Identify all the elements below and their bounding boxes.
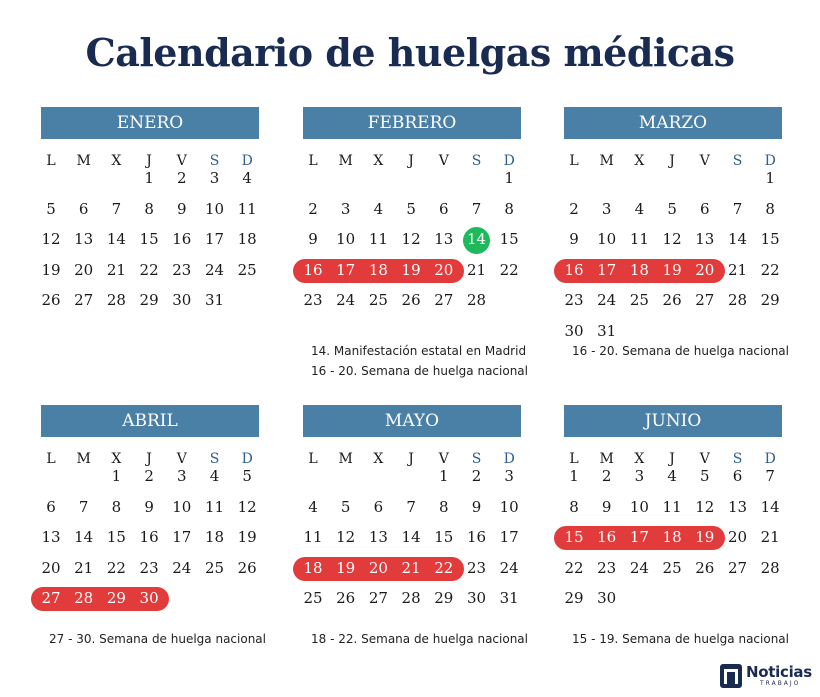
day-23: 23 bbox=[139, 558, 159, 577]
day-3: 3 bbox=[209, 169, 220, 187]
day-25: 25 bbox=[303, 589, 323, 607]
day-2: 2 bbox=[144, 467, 154, 485]
day-24: 24 bbox=[336, 291, 356, 309]
weekday-label: M bbox=[338, 451, 353, 467]
month-marzo bbox=[564, 107, 789, 358]
weekday-label: D bbox=[503, 451, 515, 467]
day-20: 20 bbox=[695, 260, 715, 279]
day-9: 9 bbox=[308, 230, 318, 248]
day-26: 26 bbox=[695, 558, 715, 577]
day-14: 14 bbox=[74, 528, 94, 546]
day-22: 22 bbox=[499, 260, 519, 279]
day-24: 24 bbox=[629, 558, 649, 577]
weekday-label: X bbox=[111, 451, 122, 467]
day-14: 14 bbox=[727, 230, 748, 248]
day-23: 23 bbox=[172, 260, 192, 279]
day-24: 24 bbox=[499, 558, 519, 577]
day-15: 15 bbox=[564, 528, 584, 546]
day-28: 28 bbox=[401, 589, 421, 607]
day-3: 3 bbox=[340, 199, 351, 218]
day-22: 22 bbox=[564, 558, 584, 577]
day-18: 18 bbox=[662, 528, 682, 546]
day-16: 16 bbox=[466, 528, 487, 546]
day-12: 12 bbox=[336, 528, 356, 546]
day-30: 30 bbox=[597, 589, 617, 607]
day-7: 7 bbox=[111, 199, 122, 218]
day-8: 8 bbox=[569, 497, 579, 516]
day-13: 13 bbox=[74, 230, 94, 248]
day-21: 21 bbox=[466, 260, 487, 279]
day-23: 23 bbox=[303, 291, 323, 309]
month-notes bbox=[572, 341, 789, 361]
day-8: 8 bbox=[439, 497, 449, 516]
day-26: 26 bbox=[336, 589, 356, 607]
day-18: 18 bbox=[368, 260, 388, 279]
day-5: 5 bbox=[242, 467, 252, 485]
day-4: 4 bbox=[209, 467, 220, 485]
day-13: 13 bbox=[695, 230, 715, 248]
day-11: 11 bbox=[237, 199, 257, 218]
day-18: 18 bbox=[237, 230, 257, 248]
day-12: 12 bbox=[237, 497, 257, 516]
day-7: 7 bbox=[78, 497, 89, 516]
day-11: 11 bbox=[204, 497, 225, 516]
day-9: 9 bbox=[471, 497, 482, 516]
day-21: 21 bbox=[401, 558, 421, 577]
day-13: 13 bbox=[434, 230, 454, 248]
weekday-label: M bbox=[599, 451, 614, 467]
weekday-label: S bbox=[471, 451, 482, 467]
day-10: 10 bbox=[629, 497, 649, 516]
day-8: 8 bbox=[111, 497, 122, 516]
day-27: 27 bbox=[727, 558, 748, 577]
weekday-label: J bbox=[408, 451, 414, 467]
day-19: 19 bbox=[662, 260, 682, 279]
day-30: 30 bbox=[564, 321, 584, 340]
logo-sub: TRABAJO bbox=[760, 680, 801, 687]
day-29: 29 bbox=[564, 589, 584, 607]
day-18: 18 bbox=[204, 528, 225, 546]
logo-name: Noticias bbox=[746, 663, 812, 681]
day-24: 24 bbox=[204, 260, 225, 279]
month-notes bbox=[311, 629, 528, 649]
day-12: 12 bbox=[695, 497, 715, 516]
day-5: 5 bbox=[340, 497, 351, 516]
day-23: 23 bbox=[564, 291, 584, 309]
day-27: 27 bbox=[74, 291, 94, 309]
weekday-label: V bbox=[438, 451, 449, 467]
day-9: 9 bbox=[601, 497, 612, 516]
weekday-label: X bbox=[634, 451, 645, 467]
day-3: 3 bbox=[504, 467, 514, 485]
day-10: 10 bbox=[172, 497, 192, 516]
day-11: 11 bbox=[629, 230, 649, 248]
note-line: 15 - 19. Semana de huelga nacional bbox=[572, 632, 789, 646]
day-25: 25 bbox=[629, 291, 649, 309]
page-title: Calendario de huelgas médicas bbox=[85, 30, 735, 75]
day-17: 17 bbox=[172, 528, 192, 546]
weekday-label: M bbox=[599, 153, 614, 169]
weekday-label: X bbox=[634, 153, 645, 169]
weekday-label: V bbox=[438, 153, 449, 169]
weekday-label: M bbox=[76, 153, 91, 169]
day-8: 8 bbox=[765, 199, 775, 218]
day-21: 21 bbox=[74, 558, 94, 577]
weekday-label: X bbox=[373, 451, 384, 467]
day-8: 8 bbox=[504, 199, 514, 218]
day-2: 2 bbox=[569, 199, 579, 218]
weekday-label: L bbox=[308, 153, 318, 169]
day-21: 21 bbox=[727, 260, 748, 279]
day-26: 26 bbox=[237, 558, 257, 577]
day-13: 13 bbox=[368, 528, 388, 546]
day-5: 5 bbox=[46, 199, 56, 218]
day-10: 10 bbox=[499, 497, 519, 516]
day-9: 9 bbox=[144, 497, 154, 516]
day-18: 18 bbox=[629, 260, 649, 279]
weekday-label: L bbox=[569, 153, 579, 169]
weekday-label: J bbox=[408, 153, 414, 169]
month-enero bbox=[41, 107, 259, 309]
day-23: 23 bbox=[597, 558, 617, 577]
day-28: 28 bbox=[106, 291, 126, 309]
month-header: MAYO bbox=[303, 405, 521, 437]
day-22: 22 bbox=[139, 260, 159, 279]
day-17: 17 bbox=[597, 260, 617, 279]
day-1: 1 bbox=[111, 467, 122, 485]
day-22: 22 bbox=[106, 558, 126, 577]
day-15: 15 bbox=[499, 230, 519, 248]
day-22: 22 bbox=[434, 558, 454, 577]
day-6: 6 bbox=[439, 199, 449, 218]
day-3: 3 bbox=[601, 199, 612, 218]
day-31: 31 bbox=[204, 291, 225, 309]
month-header: MARZO bbox=[564, 107, 782, 139]
day-23: 23 bbox=[466, 558, 487, 577]
day-1: 1 bbox=[504, 169, 514, 187]
day-16: 16 bbox=[139, 528, 159, 546]
day-20: 20 bbox=[434, 260, 454, 279]
weekday-label: S bbox=[732, 153, 743, 169]
month-notes bbox=[572, 629, 789, 649]
weekday-label: L bbox=[569, 451, 579, 467]
weekday-label: J bbox=[146, 451, 152, 467]
day-7: 7 bbox=[765, 467, 775, 485]
day-19: 19 bbox=[336, 558, 356, 577]
day-12: 12 bbox=[662, 230, 682, 248]
day-4: 4 bbox=[242, 169, 252, 187]
day-27: 27 bbox=[434, 291, 454, 309]
day-16: 16 bbox=[597, 528, 617, 546]
day-17: 17 bbox=[499, 528, 519, 546]
day-30: 30 bbox=[466, 589, 487, 607]
day-29: 29 bbox=[106, 589, 126, 607]
note-line: 27 - 30. Semana de huelga nacional bbox=[49, 632, 266, 646]
weekday-label: L bbox=[308, 451, 318, 467]
note-line: 16 - 20. Semana de huelga nacional bbox=[311, 364, 528, 378]
day-26: 26 bbox=[41, 291, 61, 309]
day-2: 2 bbox=[601, 467, 612, 485]
weekday-label: L bbox=[46, 451, 56, 467]
day-9: 9 bbox=[569, 230, 579, 248]
note-line: 18 - 22. Semana de huelga nacional bbox=[311, 632, 528, 646]
day-14: 14 bbox=[760, 497, 780, 516]
day-12: 12 bbox=[401, 230, 421, 248]
day-7: 7 bbox=[471, 199, 482, 218]
day-19: 19 bbox=[41, 260, 61, 279]
day-2: 2 bbox=[471, 467, 482, 485]
day-11: 11 bbox=[368, 230, 388, 248]
day-30: 30 bbox=[139, 589, 159, 607]
day-6: 6 bbox=[732, 467, 743, 485]
day-19: 19 bbox=[237, 528, 257, 546]
month-febrero bbox=[303, 107, 528, 378]
day-15: 15 bbox=[106, 528, 126, 546]
day-7: 7 bbox=[406, 497, 416, 516]
weekday-label: S bbox=[471, 153, 482, 169]
day-2: 2 bbox=[177, 169, 187, 187]
day-5: 5 bbox=[667, 199, 677, 218]
day-14: 14 bbox=[401, 528, 421, 546]
weekday-label: D bbox=[764, 153, 776, 169]
weekday-label: J bbox=[669, 451, 675, 467]
day-13: 13 bbox=[727, 497, 748, 516]
day-17: 17 bbox=[204, 230, 225, 248]
day-13: 13 bbox=[41, 528, 61, 546]
month-notes bbox=[311, 341, 528, 381]
day-16: 16 bbox=[303, 260, 323, 279]
weekday-label: J bbox=[669, 153, 675, 169]
day-1: 1 bbox=[765, 169, 775, 187]
day-25: 25 bbox=[368, 291, 388, 309]
day-28: 28 bbox=[74, 589, 94, 607]
day-6: 6 bbox=[373, 497, 384, 516]
day-24: 24 bbox=[172, 558, 192, 577]
day-7: 7 bbox=[732, 199, 743, 218]
day-6: 6 bbox=[46, 497, 56, 516]
day-22: 22 bbox=[760, 260, 780, 279]
day-9: 9 bbox=[177, 199, 187, 218]
day-10: 10 bbox=[204, 199, 225, 218]
weekday-label: V bbox=[176, 153, 187, 169]
month-notes bbox=[49, 629, 266, 649]
month-abril bbox=[41, 405, 266, 646]
day-20: 20 bbox=[74, 260, 94, 279]
weekday-label: D bbox=[503, 153, 515, 169]
day-3: 3 bbox=[634, 467, 645, 485]
day-1: 1 bbox=[439, 467, 449, 485]
weekday-label: X bbox=[111, 153, 122, 169]
day-2: 2 bbox=[308, 199, 318, 218]
month-header: JUNIO bbox=[564, 405, 782, 437]
day-21: 21 bbox=[106, 260, 126, 279]
day-21: 21 bbox=[760, 528, 780, 546]
day-26: 26 bbox=[401, 291, 421, 309]
day-15: 15 bbox=[434, 528, 454, 546]
weekday-label: M bbox=[338, 153, 353, 169]
day-20: 20 bbox=[727, 528, 748, 546]
day-4: 4 bbox=[634, 199, 645, 218]
day-6: 6 bbox=[700, 199, 710, 218]
day-1: 1 bbox=[144, 169, 154, 187]
weekday-label: V bbox=[176, 451, 187, 467]
weekday-label: D bbox=[241, 451, 253, 467]
weekday-label: D bbox=[764, 451, 776, 467]
day-1: 1 bbox=[569, 467, 579, 485]
note-line: 16 - 20. Semana de huelga nacional bbox=[572, 344, 789, 358]
weekday-label: S bbox=[209, 153, 220, 169]
weekday-label: S bbox=[732, 451, 743, 467]
day-25: 25 bbox=[237, 260, 257, 279]
day-15: 15 bbox=[139, 230, 159, 248]
day-10: 10 bbox=[597, 230, 617, 248]
day-14: 14 bbox=[106, 230, 126, 248]
day-20: 20 bbox=[41, 558, 61, 577]
day-16: 16 bbox=[564, 260, 584, 279]
day-4: 4 bbox=[373, 199, 384, 218]
day-16: 16 bbox=[172, 230, 192, 248]
day-11: 11 bbox=[303, 528, 323, 546]
day-4: 4 bbox=[667, 467, 677, 485]
day-17: 17 bbox=[336, 260, 356, 279]
month-header: ABRIL bbox=[41, 405, 259, 437]
weekday-label: D bbox=[241, 153, 253, 169]
weekday-label: L bbox=[46, 153, 56, 169]
day-31: 31 bbox=[597, 321, 617, 340]
day-26: 26 bbox=[662, 291, 682, 309]
logo-n-icon bbox=[720, 664, 742, 688]
weekday-label: V bbox=[699, 451, 710, 467]
note-line: 14. Manifestación estatal en Madrid bbox=[311, 344, 527, 358]
day-31: 31 bbox=[499, 589, 519, 607]
day-14: 14 bbox=[466, 230, 487, 248]
day-28: 28 bbox=[760, 558, 780, 577]
weekday-label: M bbox=[76, 451, 91, 467]
weekday-label: S bbox=[209, 451, 220, 467]
month-header: FEBRERO bbox=[303, 107, 521, 139]
day-27: 27 bbox=[368, 589, 388, 607]
day-24: 24 bbox=[597, 291, 617, 309]
day-11: 11 bbox=[662, 497, 682, 516]
day-25: 25 bbox=[204, 558, 225, 577]
day-27: 27 bbox=[41, 589, 61, 607]
weekday-label: J bbox=[146, 153, 152, 169]
day-19: 19 bbox=[695, 528, 715, 546]
day-4: 4 bbox=[308, 497, 318, 516]
day-30: 30 bbox=[172, 291, 192, 309]
day-8: 8 bbox=[144, 199, 154, 218]
weekday-label: V bbox=[699, 153, 710, 169]
month-junio bbox=[564, 405, 789, 646]
day-29: 29 bbox=[434, 589, 454, 607]
day-3: 3 bbox=[177, 467, 187, 485]
day-12: 12 bbox=[41, 230, 61, 248]
day-6: 6 bbox=[78, 199, 89, 218]
weekday-label: X bbox=[373, 153, 384, 169]
day-20: 20 bbox=[368, 558, 388, 577]
month-header: ENERO bbox=[41, 107, 259, 139]
day-15: 15 bbox=[760, 230, 780, 248]
day-19: 19 bbox=[401, 260, 421, 279]
day-29: 29 bbox=[139, 291, 159, 309]
day-5: 5 bbox=[700, 467, 710, 485]
day-18: 18 bbox=[303, 558, 323, 577]
day-27: 27 bbox=[695, 291, 715, 309]
day-10: 10 bbox=[336, 230, 356, 248]
day-17: 17 bbox=[629, 528, 649, 546]
day-5: 5 bbox=[406, 199, 416, 218]
month-mayo bbox=[303, 405, 528, 646]
day-28: 28 bbox=[466, 291, 487, 309]
day-29: 29 bbox=[760, 291, 780, 309]
day-28: 28 bbox=[727, 291, 748, 309]
day-25: 25 bbox=[662, 558, 682, 577]
